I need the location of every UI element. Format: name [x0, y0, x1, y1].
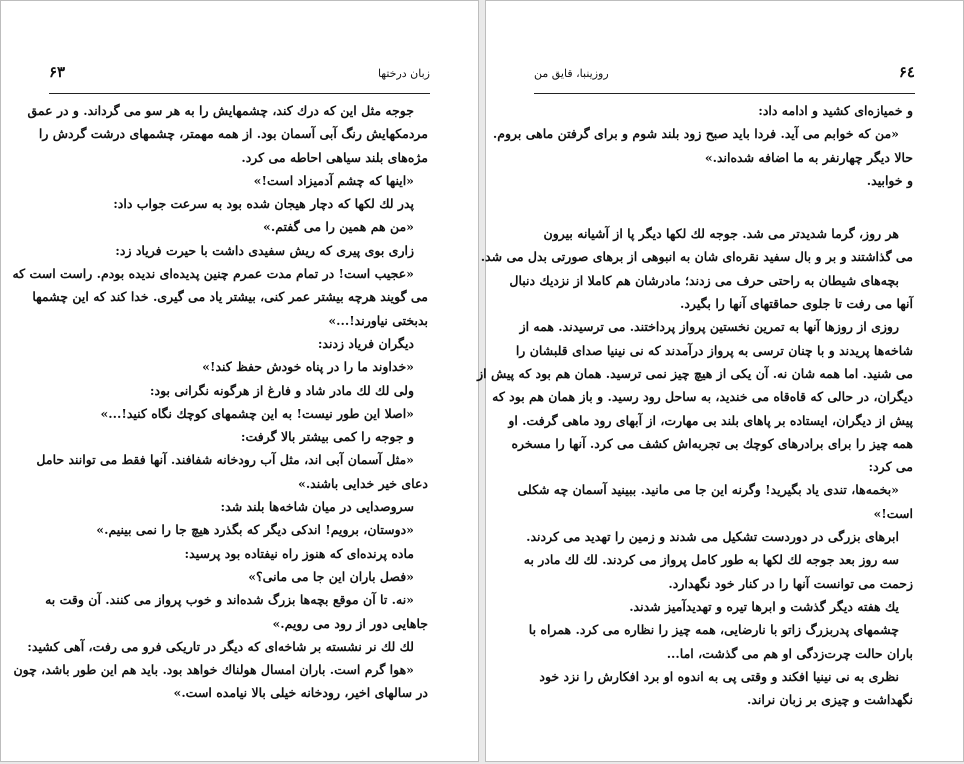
text-line: «هوا گرم است. باران امسال هولناك خواهد بود. باید هم این طور باشد، چون	[13, 662, 414, 678]
text-line: است!»	[873, 505, 913, 521]
text-line: دیگران فریاد زدند:	[317, 335, 414, 351]
text-line: سه روز بعد جوجه لك لكها به طور کامل پرواز می کردند. لك لك مادر به	[523, 552, 899, 568]
text-line: شاخه‌ها پریدند و با چنان ترسی به پرواز درآمدند که نی نینیا صدای قلبشان را	[515, 342, 913, 358]
text-line: چشمهای پدربزرگ زاتو با نارضایی، همه چیز را نظاره می کرد. همراه با	[528, 622, 899, 638]
text-line: «خداوند ما را در پناه خودش حفظ کند!»	[202, 359, 414, 375]
text-line: «دوستان، برویم! اندکی دیگر که بگذرد هیچ جا را نمی بینیم.»	[96, 522, 414, 538]
text-line: نگهداشت و چیزی بر زبان نراند.	[746, 692, 913, 708]
page-body	[12, 99, 428, 705]
text-line: «اینها که چشم آدمیزاد است!»	[253, 172, 414, 188]
text-line: «عجیب است! در تمام مدت عمرم چنین پدیده‌ای ندیده بودم. راست است که	[12, 266, 414, 282]
text-line: در سالهای اخیر، رودخانه خیلی بالا نیامده است.»	[173, 685, 428, 701]
text-line: زحمت می توانست آنها را در کنار خود نگهدارد.	[668, 575, 913, 591]
text-line: پدر لك لكها که دچار هیجان شده بود به سرعت جواب داد:	[113, 196, 414, 212]
text-line	[536, 192, 913, 222]
text-line: روزی از روزها آنها به تمرین نخستین پرواز پرداختند. می ترسیدند. همه از	[519, 319, 899, 335]
header-rule	[534, 93, 915, 94]
text-line: بچه‌های شیطان به راحتی حرف می زدند؛ مادرشان هم کاملا از نزدیك دنبال	[509, 272, 899, 288]
text-line: «نه. تا آن موقع بچه‌ها بزرگ شده‌اند و خوب پرواز می کنند. آن وقت به	[45, 592, 414, 608]
text-line: «من که خوابم می آید. فردا باید صبح زود بلند شوم و برای گرفتن ماهی بروم.	[492, 126, 899, 142]
text-line: همه چیز را برای برادرهای کوچك بی تجربه‌اش کشف می کرد. آنها را مسخره	[511, 435, 913, 451]
text-line: می گویند هرچه بیشتر عمر کنی، بیشتر یاد می گیری. خدا کند که این چشمها	[32, 289, 428, 305]
text-line: می شنید. اما همه شان نه. آن یکی از هیچ چیز نمی ترسید. همان هم بود که پیش از	[477, 365, 913, 381]
text-line: ولی لك لك مادر شاد و فارغ از هرگونه نگرانی بود:	[149, 382, 414, 398]
text-line: سروصدایی در میان شاخه‌ها بلند شد:	[220, 499, 414, 515]
text-line: مردمکهایش رنگ آبی آسمان بود. از همه مهمتر، چشمهای درشت گردش را	[38, 126, 428, 142]
text-line: آنها می رفت تا جلوی حماقتهای آنها را بگیرد.	[680, 296, 913, 312]
text-line: و خوابید.	[866, 172, 913, 188]
text-line: مژه‌های بلند سیاهی احاطه می کرد.	[241, 149, 428, 165]
text-line: نظری به نی نینیا افکند و وقتی پی به اندوه او برد افکارش را نزد خود	[539, 668, 899, 684]
text-line: جوجه مثل این که درك كند، چشمهایش را به هر سو می گرداند. و در عمق	[27, 103, 414, 118]
text-line: زاری بوی پیری که ریش سفیدی داشت با حیرت فریاد زد:	[115, 242, 414, 258]
right-page	[477, 0, 964, 762]
text-line: دیگران، در حالی که قاه‌قاه می خندید، به ساحل رود رسید. و باز همان هم بود که	[492, 389, 913, 405]
text-line: ماده پرنده‌ای که هنوز راه نیفتاده بود پرسید:	[184, 545, 414, 561]
text-line: حالا دیگر چهارنفر به ما اضافه شده‌اند.»	[704, 149, 913, 165]
text-line: ابرهای بزرگی در دوردست تشکیل می شدند و زمین را تهدید می کردند.	[526, 529, 899, 545]
left-page	[0, 0, 479, 762]
text-line: دعای خیر خدایی باشند.»	[298, 475, 428, 491]
text-line: «اصلا این طور نیست! به این چشمهای کوچك نگاه کنید!...»	[100, 405, 414, 421]
running-head: روزینبا، قایق من	[534, 67, 609, 80]
text-line: یك هفته دیگر گذشت و ابرها تیره و تهدیدآمیز شدند.	[629, 598, 899, 614]
text-line: هر روز، گرما شدیدتر می شد. جوجه لك لكها دیگر پا از آشیانه بیرون	[543, 226, 899, 242]
text-line: «بخمه‌ها، تندی یاد بگیرید! وگرنه این جا می مانید. ببینید آسمان چه شکلی	[517, 482, 899, 498]
text-line: لك لك نر نشسته بر شاخه‌ای که دیگر در تاریکی فرو می رفت، آهی کشید:	[27, 638, 414, 654]
text-line: می کرد:	[868, 459, 913, 475]
page-header	[49, 63, 430, 87]
text-line: و جوجه را کمی بیشتر بالا گرفت:	[240, 429, 414, 445]
page-header	[534, 63, 915, 87]
running-head: زبان درختها	[377, 67, 430, 80]
text-line: پیش از دیگران، ایستاده بر پاهای بلند بی مهارت، از آبهای رود ماهی گرفت. او	[508, 412, 913, 428]
text-line: بدبختی نیاورند!...»	[328, 312, 428, 328]
page-number: ۶۳	[49, 63, 66, 81]
text-line: و خمیازه‌ای کشید و ادامه داد:	[758, 103, 913, 118]
text-line: «فصل باران این جا می مانی؟»	[248, 568, 414, 584]
header-rule	[49, 93, 430, 94]
text-line: «مثل آسمان آبی اند، مثل آب رودخانه شفافند. آنها فقط می توانند حامل	[36, 452, 414, 468]
page-body	[477, 99, 913, 711]
text-line: «من هم همین را می گفتم.»	[263, 219, 414, 235]
text-line: می گذاشتند و بر و بال سفید نقره‌ای شان به انبوهی از برهای صورتی بدل می شد.	[480, 249, 913, 265]
text-line: باران حالت چرت‌زدگی او هم می گذشت، اما...	[666, 645, 913, 661]
page-number: ۶٤	[898, 63, 915, 81]
text-line: جاهایی دور از رود می رویم.»	[272, 615, 428, 631]
